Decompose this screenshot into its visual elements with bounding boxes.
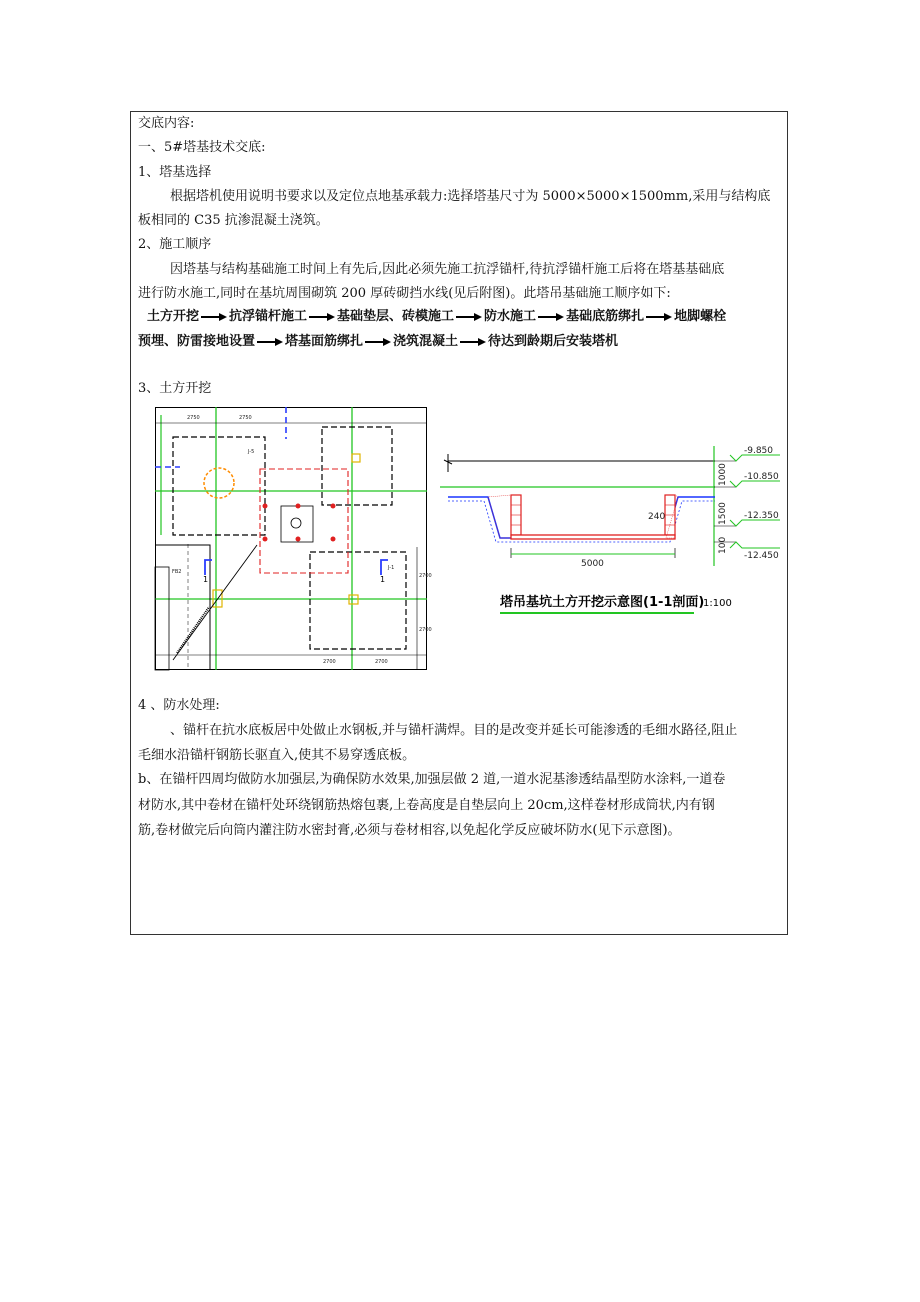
section-title: 塔吊基坑土方开挖示意图(1-1剖面) (500, 595, 705, 610)
step-bolt-grounding: 预埋、防雷接地设置 (138, 334, 256, 349)
arrow-right-icon (646, 312, 672, 322)
step-anchor: 抗浮锚杆施工 (229, 309, 308, 324)
excavation-title: 3、土方开挖 (138, 381, 212, 396)
construction-order-title: 2、施工顺序 (138, 237, 212, 252)
section-scale: 1:100 (703, 598, 732, 609)
plan-dim-bottom-a: 2700 (323, 659, 336, 665)
arrow-right-icon (456, 312, 482, 322)
process-flow-line1 (147, 309, 726, 325)
plan-dim-bottom-b: 2700 (375, 659, 388, 665)
section-depth-1000: 1000 (718, 463, 728, 486)
plan-dim-side-a: 2700 (419, 573, 432, 579)
arrow-right-icon (538, 312, 564, 322)
level-mark-3: -12.350 (744, 511, 779, 521)
plan-dim-side-b: 2700 (419, 627, 432, 633)
order-paragraph-line2: 进行防水施工,同时在基坑周围砌筑 200 厚砖砌挡水线(见后附图)。此塔吊基础施工顺序如下: (138, 286, 671, 301)
section-depth-100: 100 (718, 536, 728, 554)
waterproof-a-line1: 、锚杆在抗水底板居中处做止水钢板,并与锚杆满焊。目的是改变并延长可能渗透的毛细水路径,阻止 (170, 723, 738, 738)
tower-base-plan-drawing (155, 407, 432, 670)
step-install-crane: 待达到龄期后安装塔机 (488, 334, 619, 349)
process-flow-line2 (138, 334, 618, 350)
step-bottom-rebar: 基础底筋绑扎 (566, 309, 645, 324)
waterproof-title: 4 、防水处理: (138, 698, 220, 713)
arrow-right-icon (309, 312, 335, 322)
plan-tag-a: J-5 (248, 449, 255, 455)
selection-paragraph-line1: 根据塔机使用说明书要求以及定位点地基承载力:选择塔基尺寸为 5000×5000×1500mm,采用与结构底 (170, 189, 771, 204)
level-mark-2: -10.850 (744, 472, 779, 482)
plan-dim-top-a: 2750 (187, 415, 200, 421)
selection-paragraph-line2: 板相同的 C35 抗渗混凝土浇筑。 (138, 213, 329, 228)
waterproof-b-line1: b、在锚杆四周均做防水加强层,为确保防水效果,加强层做 2 道,一道水泥基渗透结晶型防水涂料,一道卷 (138, 772, 726, 787)
plan-tag-c: FB2 (172, 569, 182, 575)
order-paragraph-line1: 因塔基与结构基础施工时间上有先后,因此必须先施工抗浮锚杆,待抗浮锚杆施工后将在塔基基础底 (170, 262, 725, 277)
section-side-label: 240 (648, 512, 666, 522)
level-mark-4: -12.450 (744, 551, 779, 561)
step-pour-concrete: 浇筑混凝土 (393, 334, 459, 349)
plan-dim-top-b: 2750 (239, 415, 252, 421)
step-excavation: 土方开挖 (147, 309, 200, 324)
step-waterproof: 防水施工 (484, 309, 537, 324)
arrow-right-icon (460, 337, 486, 347)
plan-section-mark-a: 1 (203, 575, 209, 584)
step-anchor-bolt: 地脚螺栓 (674, 309, 727, 324)
level-mark-1: -9.850 (744, 446, 774, 456)
section-1-title: 一、5#塔基技术交底: (138, 140, 266, 155)
arrow-right-icon (365, 337, 391, 347)
arrow-right-icon (257, 337, 283, 347)
pit-section-drawing (440, 438, 785, 628)
waterproof-b-line3: 筋,卷材做完后向筒内灌注防水密封膏,必须与卷材相容,以免起化学反应破坏防水(见下示意图)。 (138, 823, 681, 838)
section-width-label: 5000 (581, 559, 604, 569)
step-cushion: 基础垫层、砖模施工 (337, 309, 455, 324)
waterproof-b-line2: 材防水,其中卷材在锚杆处环绕钢筋热熔包裹,上卷高度是自垫层向上 20cm,这样卷材形成筒状,内有钢 (138, 798, 715, 813)
plan-section-mark-b: 1 (380, 575, 386, 584)
step-top-rebar: 塔基面筋绑扎 (285, 334, 364, 349)
tower-base-selection-title: 1、塔基选择 (138, 165, 212, 180)
section-depth-1500: 1500 (718, 502, 728, 525)
content-heading: 交底内容: (138, 116, 195, 131)
arrow-right-icon (201, 312, 227, 322)
waterproof-a-line2: 毛细水沿锚杆钢筋长驱直入,使其不易穿透底板。 (138, 748, 416, 763)
plan-tag-b: J-1 (388, 565, 395, 571)
